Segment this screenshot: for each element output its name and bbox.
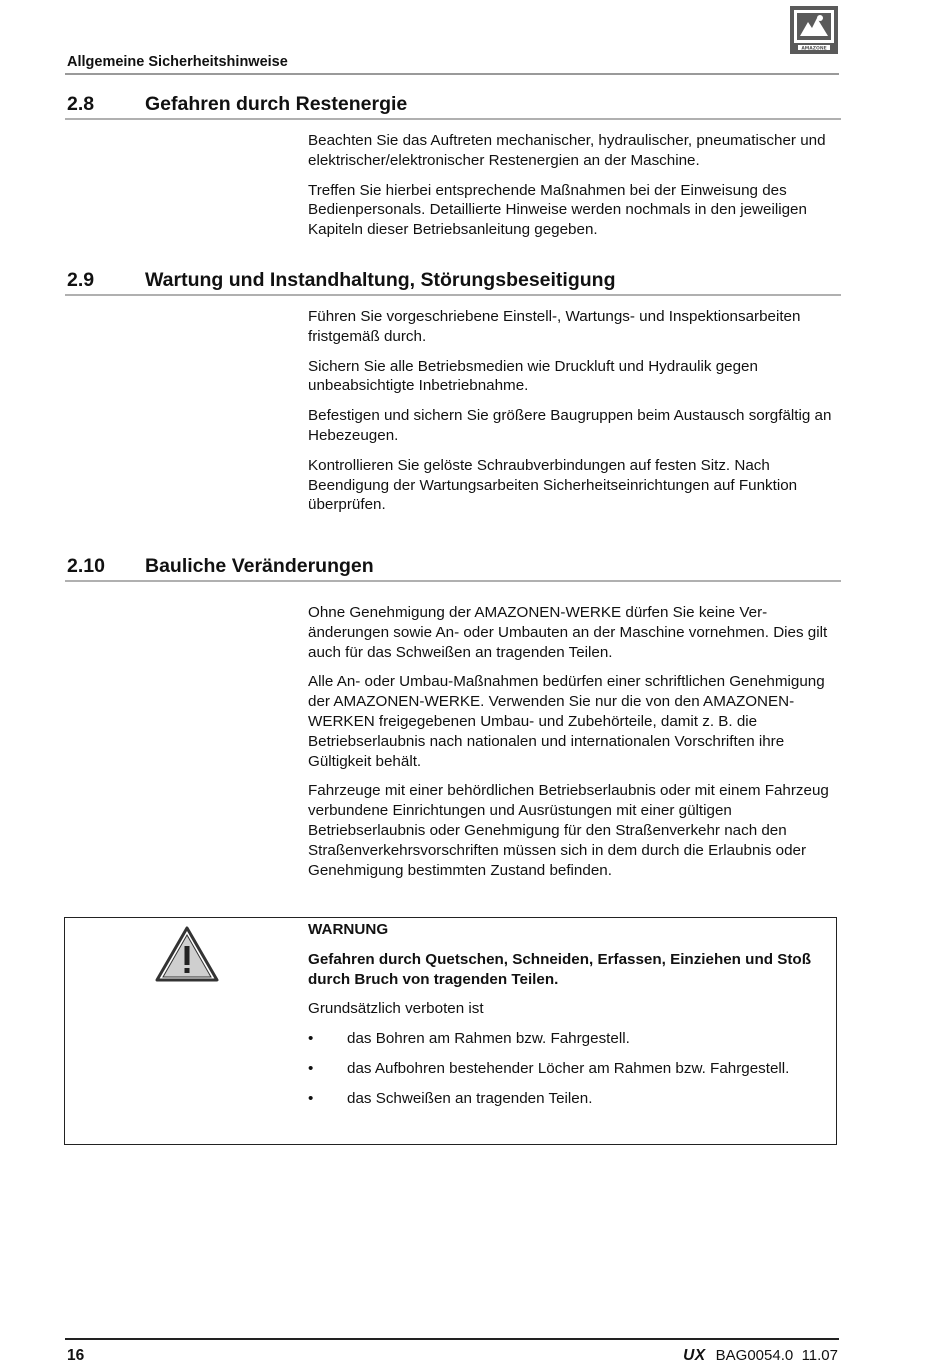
section-number: 2.10 xyxy=(67,555,105,577)
bullet-icon: • xyxy=(308,1059,314,1077)
section-body-2-8 xyxy=(308,131,838,250)
footer-doc-info xyxy=(683,1347,838,1365)
list-item-text: das Bohren am Rahmen bzw. Fahrgestell. xyxy=(347,1030,630,1048)
paragraph: Sichern Sie alle Betriebsmedien wie Druckluft und Hydraulik gegen unbeabsichtigte Inbetriebnahme. xyxy=(308,357,758,395)
paragraph: Führen Sie vorgeschriebene Einstell-, Wartungs- und Inspektionsarbeiten fristgemäß durch. xyxy=(308,308,801,345)
bullet-icon: • xyxy=(308,1030,314,1048)
running-header-title: Allgemeine Sicherheitshinweise xyxy=(67,54,288,70)
section-body-2-9 xyxy=(308,307,838,525)
section-divider xyxy=(65,294,841,296)
list-item xyxy=(308,1059,830,1079)
section-title: Wartung und Instandhaltung, Störungsbeseitigung xyxy=(145,269,616,291)
paragraph: Kontrollieren Sie gelöste Schraubverbindungen auf festen Sitz. Nach Beendigung der Wartungsarbeiten Sicherheitseinrichtungen auf Funktion überprüfen. xyxy=(308,456,798,514)
paragraph: Beachten Sie das Auftreten mechanischer, hydraulischer, pneumatischer und elektrischer/elektronischer Restenergien an der Maschine. xyxy=(308,132,826,169)
logo-wordmark: AMAZONE xyxy=(801,46,827,52)
warning-content xyxy=(308,920,830,1119)
warning-intro: Grundsätzlich verboten ist xyxy=(308,1000,484,1018)
footer-doc-id: BAG0054.0 xyxy=(715,1347,794,1364)
section-title: Bauliche Veränderungen xyxy=(145,555,374,577)
paragraph: Treffen Sie hierbei entsprechende Maßnahmen bei der Einweisung des Bedienpersonals. Detaillierte Hinweise werden nochmals in den jeweiligen Kapiteln dieser Betriebsanleitung gegeben. xyxy=(308,181,807,239)
section-body-2-10 xyxy=(308,603,838,890)
warning-box xyxy=(64,917,837,1145)
warning-label: WARNUNG xyxy=(308,921,389,938)
footer-brand: UX xyxy=(683,1347,706,1364)
section-number: 2.9 xyxy=(67,269,95,291)
paragraph: Befestigen und sichern Sie größere Baugruppen beim Austausch sorgfältig an Hebezeugen. xyxy=(308,407,832,444)
amazone-logo xyxy=(790,6,838,54)
section-divider xyxy=(65,580,841,582)
section-title: Gefahren durch Restenergie xyxy=(145,93,408,115)
list-item-text: das Schweißen an tragenden Teilen. xyxy=(347,1089,593,1107)
bullet-icon: • xyxy=(308,1089,314,1107)
section-divider xyxy=(65,118,841,120)
footer-date: 11.07 xyxy=(801,1347,838,1364)
section-number: 2.8 xyxy=(67,93,95,115)
paragraph: Ohne Genehmigung der AMAZONEN-WERKE dürfen Sie keine Veränderungen sowie An- oder Umbauten an der Maschine vornehmen. Dies gilt auch für das Schweißen an tragenden Teilen. xyxy=(308,604,828,661)
footer-divider xyxy=(65,1338,839,1340)
paragraph: Alle An- oder Umbau-Maßnahmen bedürfen einer schriftlichen Genehmigung der AMAZONEN-WERKE. Verwenden Sie nur die von den AMAZONEN-WERKEN freigegebenen Umbau- und Zubehörteile, damit z. B. die Betriebserlaubnis nach nationalen und internationalen Vorschriften ihre Gültigkeit behält. xyxy=(308,673,825,770)
page-number: 16 xyxy=(67,1347,85,1364)
header-divider xyxy=(65,73,839,75)
warning-headline: Gefahren durch Quetschen, Schneiden, Erfassen, Einziehen und Stoß durch Bruch von tragenden Teilen. xyxy=(308,950,811,988)
warning-triangle-icon xyxy=(155,926,219,982)
paragraph: Fahrzeuge mit einer behördlichen Betriebserlaubnis oder mit einem Fahrzeug verbundene Einrichtungen und Ausrüstungen mit einer gültigen Betriebserlaubnis oder Genehmigung für den Straßenverkehr nach den Straßenverkehrsvorschriften müssen sich in dem durch die Erlaubnis oder Genehmigung bestimmten Zustand befinden. xyxy=(308,782,829,879)
list-item xyxy=(308,1029,830,1049)
list-item xyxy=(308,1089,830,1109)
list-item-text: das Aufbohren bestehender Löcher am Rahmen bzw. Fahrgestell. xyxy=(347,1059,790,1077)
